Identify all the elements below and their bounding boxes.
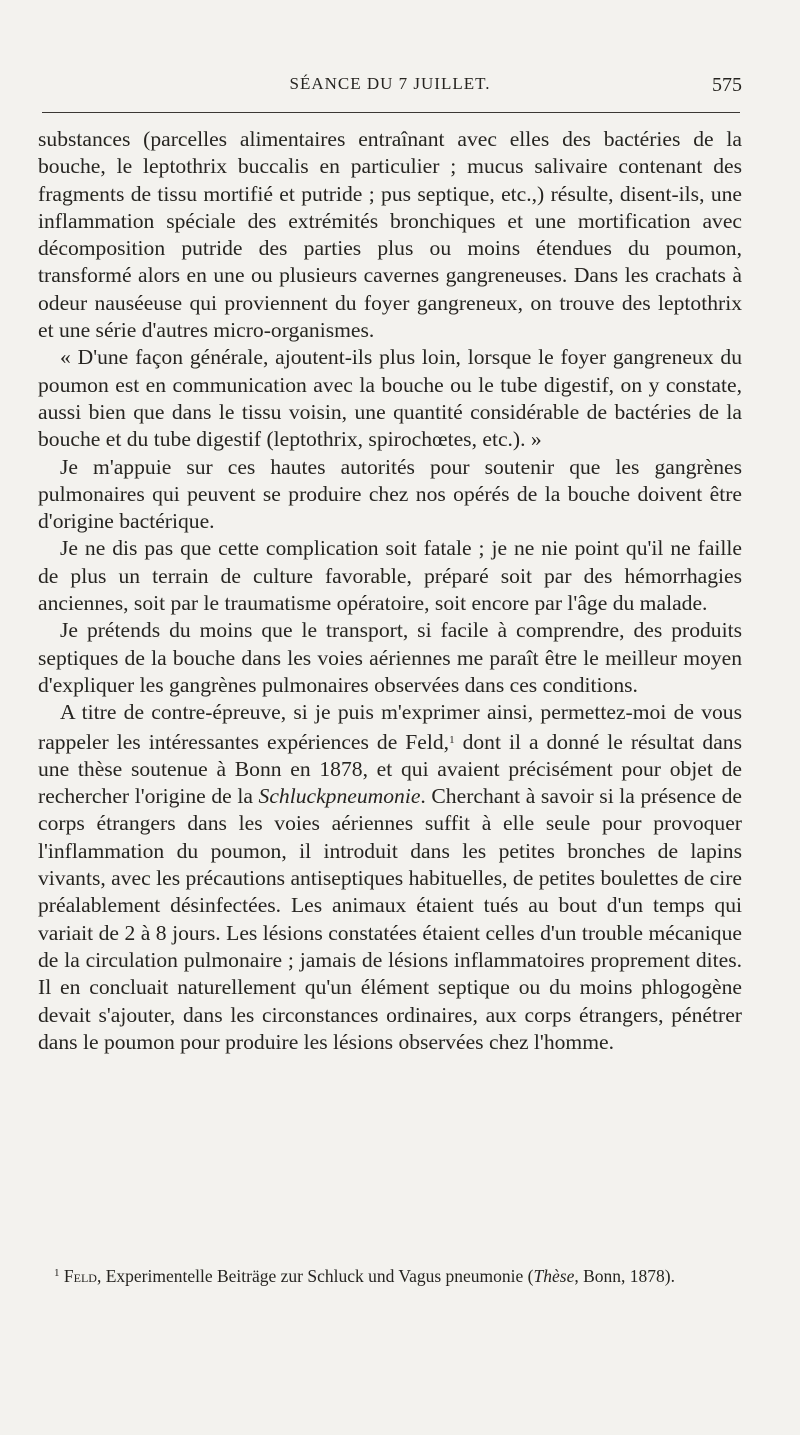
footnote xyxy=(38,1262,742,1288)
footnote-italic: Thèse xyxy=(533,1266,575,1286)
running-header xyxy=(38,74,742,102)
paragraph-text: dont il a donné le résultat dans une thèse soutenue à Bonn en 1878, et qui avaient précisément pour objet de rechercher l'origine de la xyxy=(38,729,742,809)
italic-term: Schluckpneumonie xyxy=(258,784,421,809)
paragraph: Je ne dis pas que cette complication soit fatale ; je ne nie point qu'il ne faille de plus un terrain de culture favorable, préparé soit par des hémorrhagies anciennes, soit par le traumatisme opératoire, soit encore par l'âge du malade. xyxy=(38,536,742,616)
paragraph: Je m'appuie sur ces hautes autorités pour soutenir que les gangrènes pulmonaires qui peuvent se produire chez nos opérés de la bouche doivent être d'origine bactérique. xyxy=(38,454,742,534)
paragraph: substances (parcelles alimentaires entraînant avec elles des bactéries de la bouche, le leptothrix buccalis en particulier ; mucus salivaire contenant des fragments de tissu mortifié et putride ; pus septique, etc.,) résulte, disent-ils, une inflammation spéciale des extrémités bronchiques et une mortification avec décomposition putride des parties plus ou moins étendues du poumon, transformé alors en une ou plusieurs cavernes gangreneuses. Dans les crachats à odeur nauséeuse qui proviennent du foyer gangreneux, on trouve des leptothrix et une série d'autres micro-organismes. xyxy=(38,127,742,343)
footnote-text: , Experimentelle Beiträge zur Schluck und Vagus pneumonie ( xyxy=(96,1266,534,1286)
page-number: 575 xyxy=(712,74,742,96)
paragraph-text: A titre de contre-épreuve, si je puis m'exprimer ainsi, permettez-moi de vous rappeler les intéressantes expériences de Feld, xyxy=(38,700,742,754)
paragraph: Je prétends du moins que le transport, si facile à comprendre, des produits septiques de la bouche dans les voies aériennes me paraît être le meilleur moyen d'expliquer les gangrènes pulmonaires observées dans ces conditions. xyxy=(38,618,742,697)
paragraph: « D'une façon générale, ajoutent-ils plus loin, lorsque le foyer gangreneux du poumon est en communication avec la bouche ou le tube digestif, on y constate, aussi bien que dans le tissu voisin, une quantité considérable de bactéries de la bouche et du tube digestif (leptothrix, spirochœtes, etc.). » xyxy=(38,345,742,452)
footnote-mark: 1 xyxy=(54,1267,60,1279)
main-text xyxy=(38,126,742,1056)
paragraph-text: . Cherchant à savoir si la présence de corps étrangers dans les voies aériennes suffit à elle seule pour provoquer l'inflammation du poumon, il introduit dans les petites bronches de lapins vivants, avec les précautions antiseptiques habituelles, de petites boulettes de cire préalablement désinfectées. Les animaux étaient tués au bout d'un temps qui variait de 2 à 8 jours. Les lésions constatées étaient celles d'un trouble mécanique de la circulation pulmonaire ; jamais de lésions inflammatoires proprement dites. Il en concluait naturellement qu'un élément septique ou du moins phlogogène devait s'ajouter, dans les circonstances ordinaires, aux corps étrangers, pénétrer dans le poumon pour produire les lésions observées chez l'homme. xyxy=(38,784,742,1054)
footnote-reference[interactable]: 1 xyxy=(449,733,455,746)
running-title: SÉANCE DU 7 JUILLET. xyxy=(289,74,491,93)
paragraph xyxy=(38,699,742,1056)
header-rule xyxy=(42,112,740,113)
footnote-author: Feld xyxy=(63,1266,97,1286)
footnote-end: , Bonn, 1878). xyxy=(574,1266,675,1286)
